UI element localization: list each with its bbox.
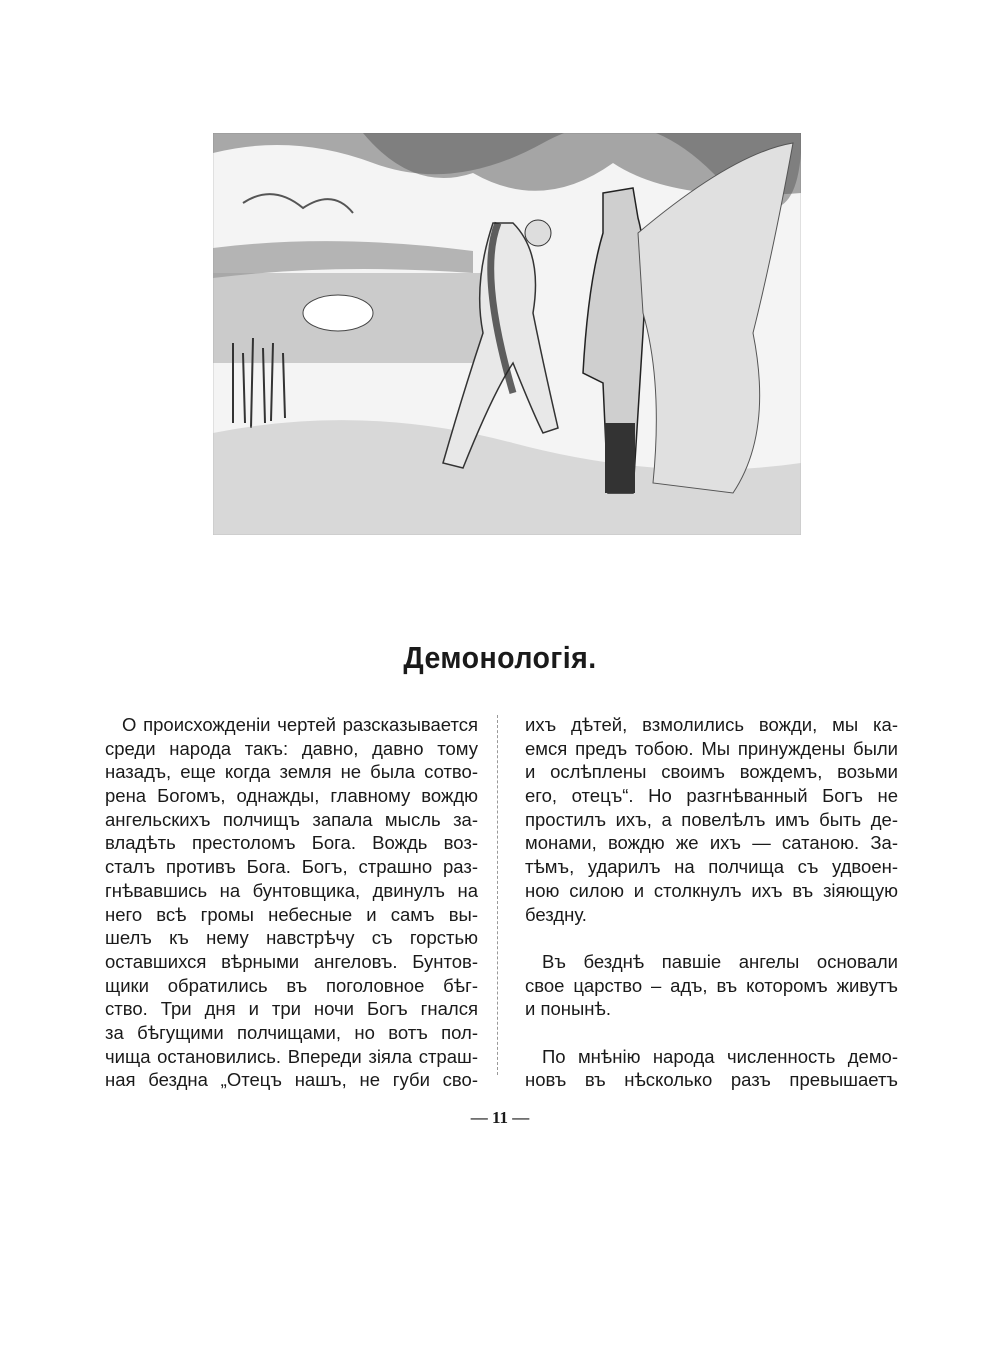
left-column: [105, 713, 478, 1092]
text-line: ною силою и столкнулъ ихъ въ зіяющую: [525, 879, 898, 901]
text-line: тѣмъ, ударилъ на полчища съ удвоен-: [525, 856, 898, 878]
text-line: оставшихся вѣрными ангеловъ. Бунтов-: [105, 950, 478, 972]
text-line: бездну.: [525, 903, 587, 925]
text-line: Въ безднѣ павшіе ангелы основали: [542, 950, 898, 972]
text-line: монами, вождю же ихъ — сатаною. За-: [525, 832, 898, 854]
text-line: него всѣ громы небесные и самъ вы-: [105, 903, 478, 925]
text-line: рена Богомъ, однажды, главному вождю: [105, 785, 478, 807]
text-line: сталъ противъ Бога. Богъ, страшно раз-: [105, 856, 478, 878]
text-line: за бѣгущими полчищами, но вотъ пол-: [105, 1021, 478, 1043]
text-line: щики обратились въ поголовное бѣг-: [105, 974, 478, 996]
text-line: гнѣвавшись на бунтовщика, двинулъ на: [105, 879, 478, 901]
text-line: и понынѣ.: [525, 998, 611, 1020]
text-line: ная бездна „Отецъ нашъ, не губи сво-: [105, 1069, 478, 1091]
text-line: ангельскихъ полчищъ запала мысль за-: [105, 808, 478, 830]
text-line: По мнѣнію народа численность демо-: [542, 1045, 898, 1067]
text-line: чища остановились. Впереди зіяла страш-: [105, 1045, 478, 1067]
text-line: среди народа такъ: давно, давно тому: [105, 737, 478, 759]
page-title: Демонологія.: [403, 640, 597, 675]
page-number: — 11 —: [470, 1108, 530, 1127]
text-line: назадъ, еще когда земля не была сотво-: [105, 761, 478, 783]
illustration-angel-and-woman: [213, 133, 801, 535]
right-column: [525, 713, 898, 1092]
column-divider: [497, 715, 499, 1075]
text-line: его, отецъ“. Но разгнѣванный Богъ не: [525, 785, 898, 807]
text-line: новъ въ нѣсколько разъ превышаетъ: [525, 1069, 898, 1091]
text-line: емся предъ тобою. Мы принуждены были: [525, 737, 898, 759]
text-line: ство. Три дня и три ночи Богъ гнался: [105, 998, 478, 1020]
text-line: О происхожденіи чертей разсказывается: [122, 714, 478, 735]
text-line: владѣть престоломъ Бога. Вождь воз-: [105, 832, 478, 854]
text-line: шелъ къ нему навстрѣчу съ горстью: [105, 927, 478, 949]
text-line: простилъ ихъ, а повелѣлъ имъ быть де-: [525, 808, 898, 830]
text-line: ихъ дѣтей, взмолились вожди, мы ка-: [525, 714, 898, 735]
text-line: свое царство – адъ, въ которомъ живутъ: [525, 974, 898, 996]
text-line: и ослѣплены своимъ вождемъ, возьми: [525, 761, 898, 783]
